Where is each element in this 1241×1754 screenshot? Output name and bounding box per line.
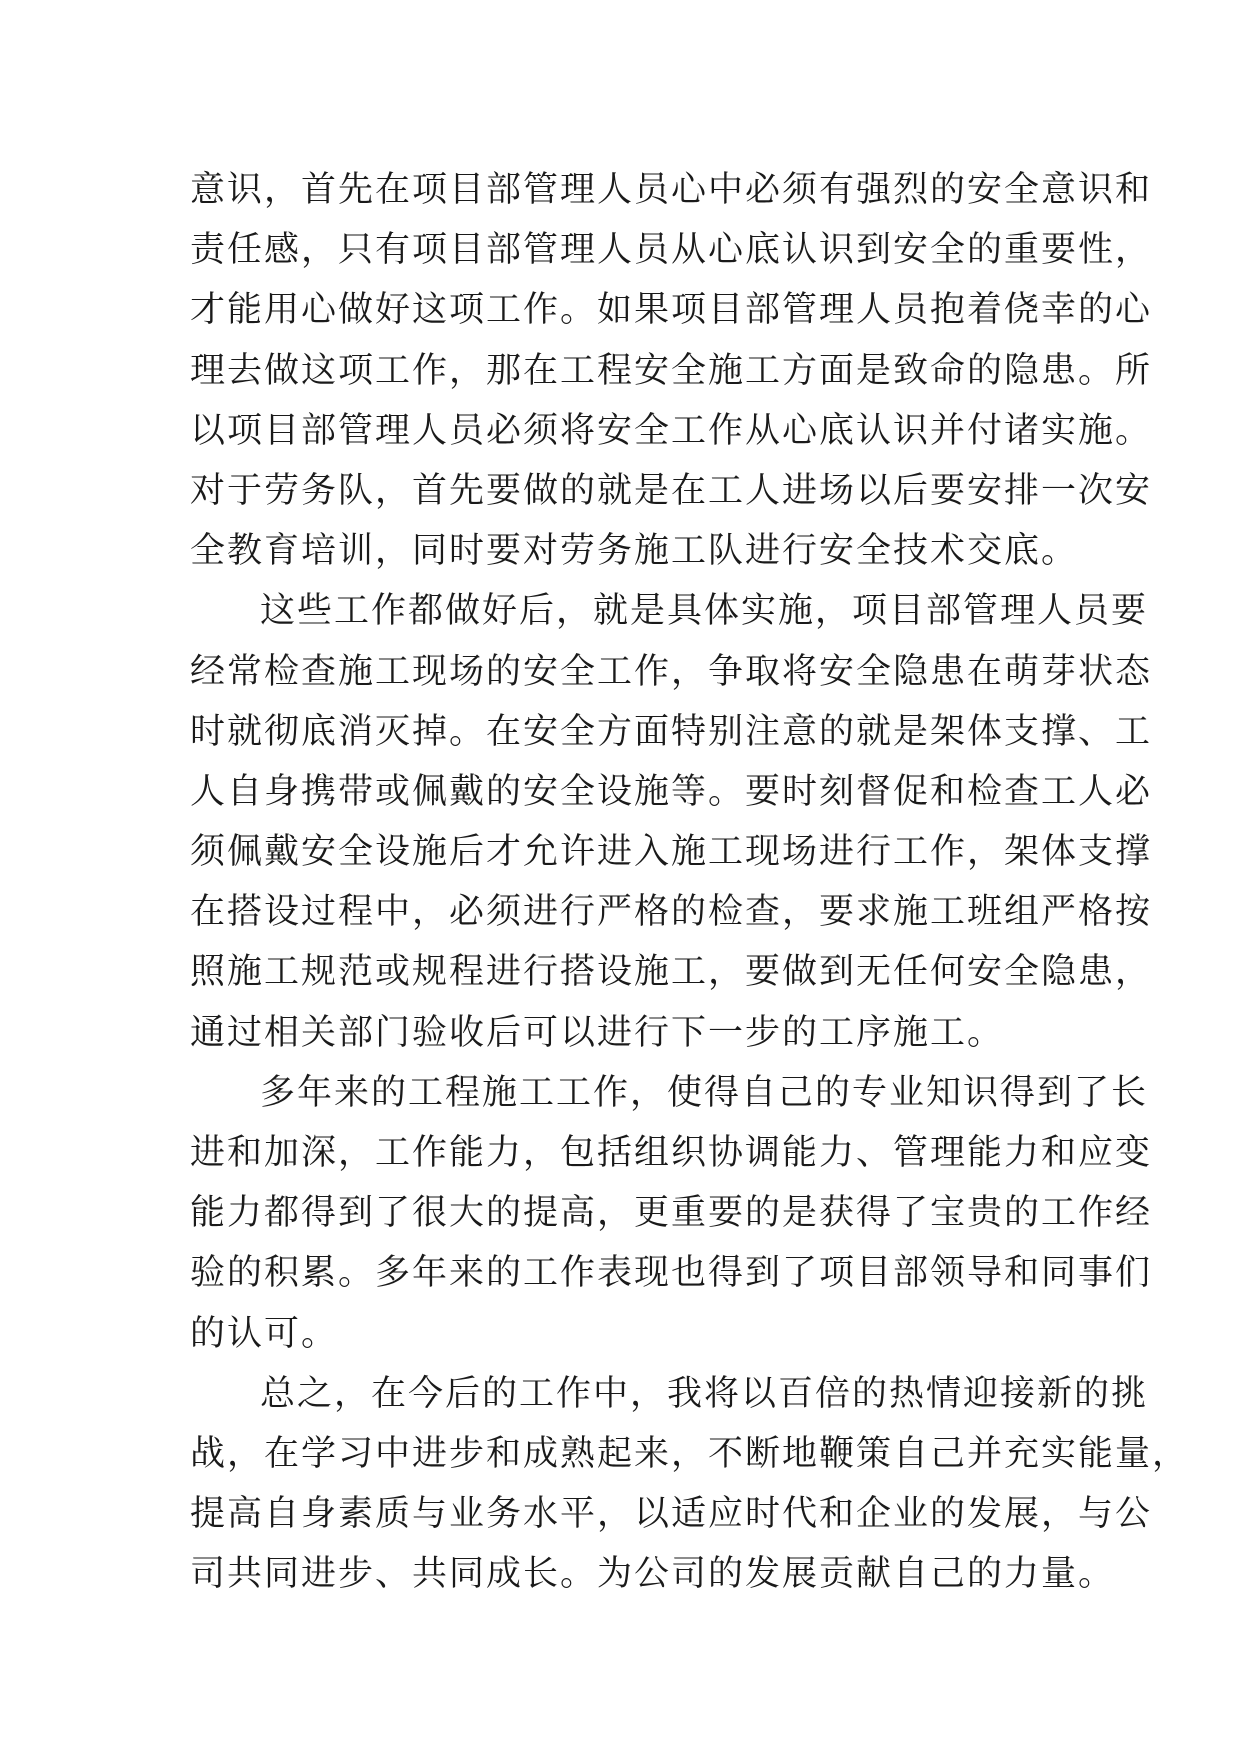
document-body bbox=[190, 160, 1190, 1605]
text-line: 在搭设过程中，必须进行严格的检查，要求施工班组严格按 bbox=[190, 892, 1153, 933]
text-line: 才能用心做好这项工作。如果项目部管理人员抱着侥幸的心 bbox=[190, 290, 1153, 331]
text-line: 理去做这项工作，那在工程安全施工方面是致命的隐患。所 bbox=[190, 350, 1153, 391]
text-line: 能力都得到了很大的提高，更重要的是获得了宝贵的工作经 bbox=[190, 1193, 1153, 1234]
paragraph-start-line: 多年来的工程施工工作，使得自己的专业知识得到了长 bbox=[260, 1072, 1149, 1113]
text-line: 全教育培训，同时要对劳务施工队进行安全技术交底。 bbox=[190, 531, 1079, 572]
text-line: 验的积累。多年来的工作表现也得到了项目部领导和同事们 bbox=[190, 1253, 1153, 1294]
text-line: 人自身携带或佩戴的安全设施等。要时刻督促和检查工人必 bbox=[190, 771, 1153, 812]
text-line: 战，在学习中进步和成熟起来，不断地鞭策自己并充实能量， bbox=[190, 1433, 1190, 1474]
text-line: 须佩戴安全设施后才允许进入施工现场进行工作，架体支撑 bbox=[190, 832, 1153, 873]
text-line: 照施工规范或规程进行搭设施工，要做到无任何安全隐患， bbox=[190, 952, 1153, 993]
text-line: 通过相关部门验收后可以进行下一步的工序施工。 bbox=[190, 1012, 1005, 1053]
text-line: 进和加深，工作能力，包括组织协调能力、管理能力和应变 bbox=[190, 1133, 1153, 1173]
text-line: 责任感，只有项目部管理人员从心底认识到安全的重要性， bbox=[190, 230, 1153, 271]
text-line: 以项目部管理人员必须将安全工作从心底认识并付诸实施。 bbox=[190, 410, 1153, 451]
text-line: 的认可。 bbox=[190, 1313, 339, 1354]
text-line: 提高自身素质与业务水平，以适应时代和企业的发展，与公 bbox=[190, 1494, 1153, 1535]
paragraph-start-line: 总之，在今后的工作中，我将以百倍的热情迎接新的挑 bbox=[260, 1373, 1149, 1414]
text-line: 时就彻底消灭掉。在安全方面特别注意的就是架体支撑、工 bbox=[190, 711, 1153, 752]
text-line: 意识，首先在项目部管理人员心中必须有强烈的安全意识和 bbox=[190, 170, 1153, 210]
text-line: 司共同进步、共同成长。为公司的发展贡献自己的力量。 bbox=[190, 1554, 1116, 1595]
text-line: 经常检查施工现场的安全工作，争取将安全隐患在萌芽状态 bbox=[190, 651, 1153, 692]
text-line: 对于劳务队，首先要做的就是在工人进场以后要安排一次安 bbox=[190, 470, 1153, 511]
paragraph-start-line: 这些工作都做好后，就是具体实施，项目部管理人员要 bbox=[260, 591, 1149, 632]
